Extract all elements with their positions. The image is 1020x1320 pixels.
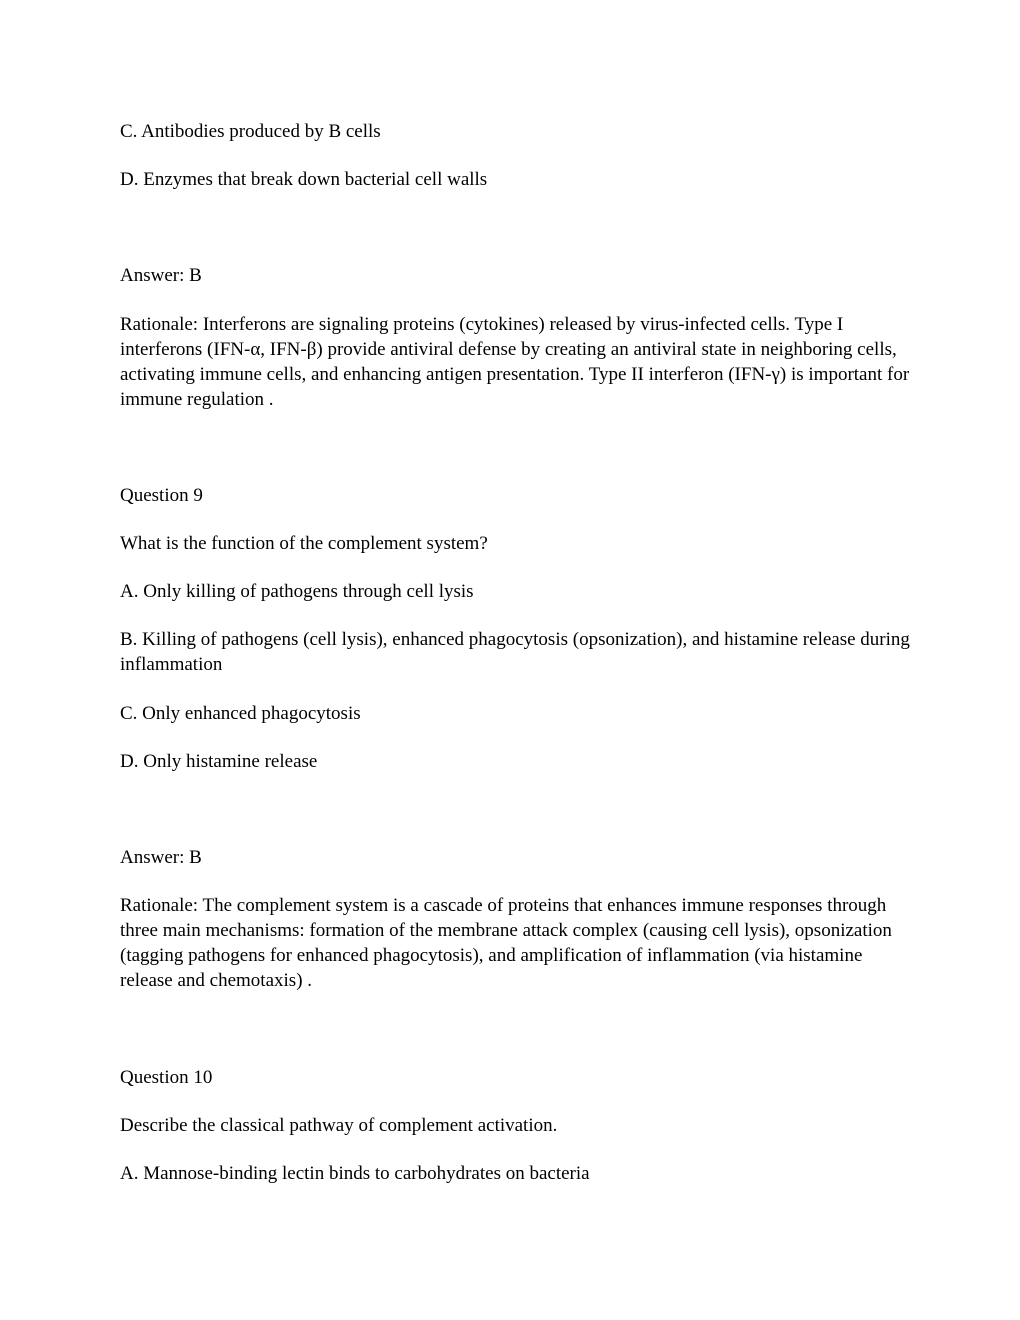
q10-prompt: Describe the classical pathway of complement activation. <box>120 1115 558 1136</box>
q8-answer: Answer: B <box>120 265 202 286</box>
q10-heading: Question 10 <box>120 1067 213 1088</box>
q9-option-c: C. Only enhanced phagocytosis <box>120 703 361 724</box>
q10-option-a: A. Mannose-binding lectin binds to carbohydrates on bacteria <box>120 1163 590 1184</box>
q9-prompt: What is the function of the complement system? <box>120 533 488 554</box>
q9-rationale: Rationale: The complement system is a cascade of proteins that enhances immune responses through three main mechanisms: formation of the membrane attack complex (causing cell lysis), opsonization (tagging pathogens for enhanced phagocytosis), and amplification of inflammation (via histamine release and chemotaxis) . <box>120 895 892 991</box>
q8-rationale: Rationale: Interferons are signaling proteins (cytokines) released by virus-infected cells. Type I interferons (IFN-α, IFN-β) provide antiviral defense by creating an antiviral state in neighboring cells, activating immune cells, and enhancing antigen presentation. Type II interferon (IFN-γ) is important for immune regulation . <box>120 314 910 410</box>
q9-answer: Answer: B <box>120 847 202 868</box>
q8-option-d: D. Enzymes that break down bacterial cell walls <box>120 169 488 190</box>
q9-option-b: B. Killing of pathogens (cell lysis), enhanced phagocytosis (opsonization), and histamine release during inflammation <box>120 629 910 675</box>
q9-heading: Question 9 <box>120 485 203 506</box>
q8-option-c: C. Antibodies produced by B cells <box>120 121 381 142</box>
q9-option-d: D. Only histamine release <box>120 751 318 772</box>
q9-option-a: A. Only killing of pathogens through cell lysis <box>120 581 474 602</box>
